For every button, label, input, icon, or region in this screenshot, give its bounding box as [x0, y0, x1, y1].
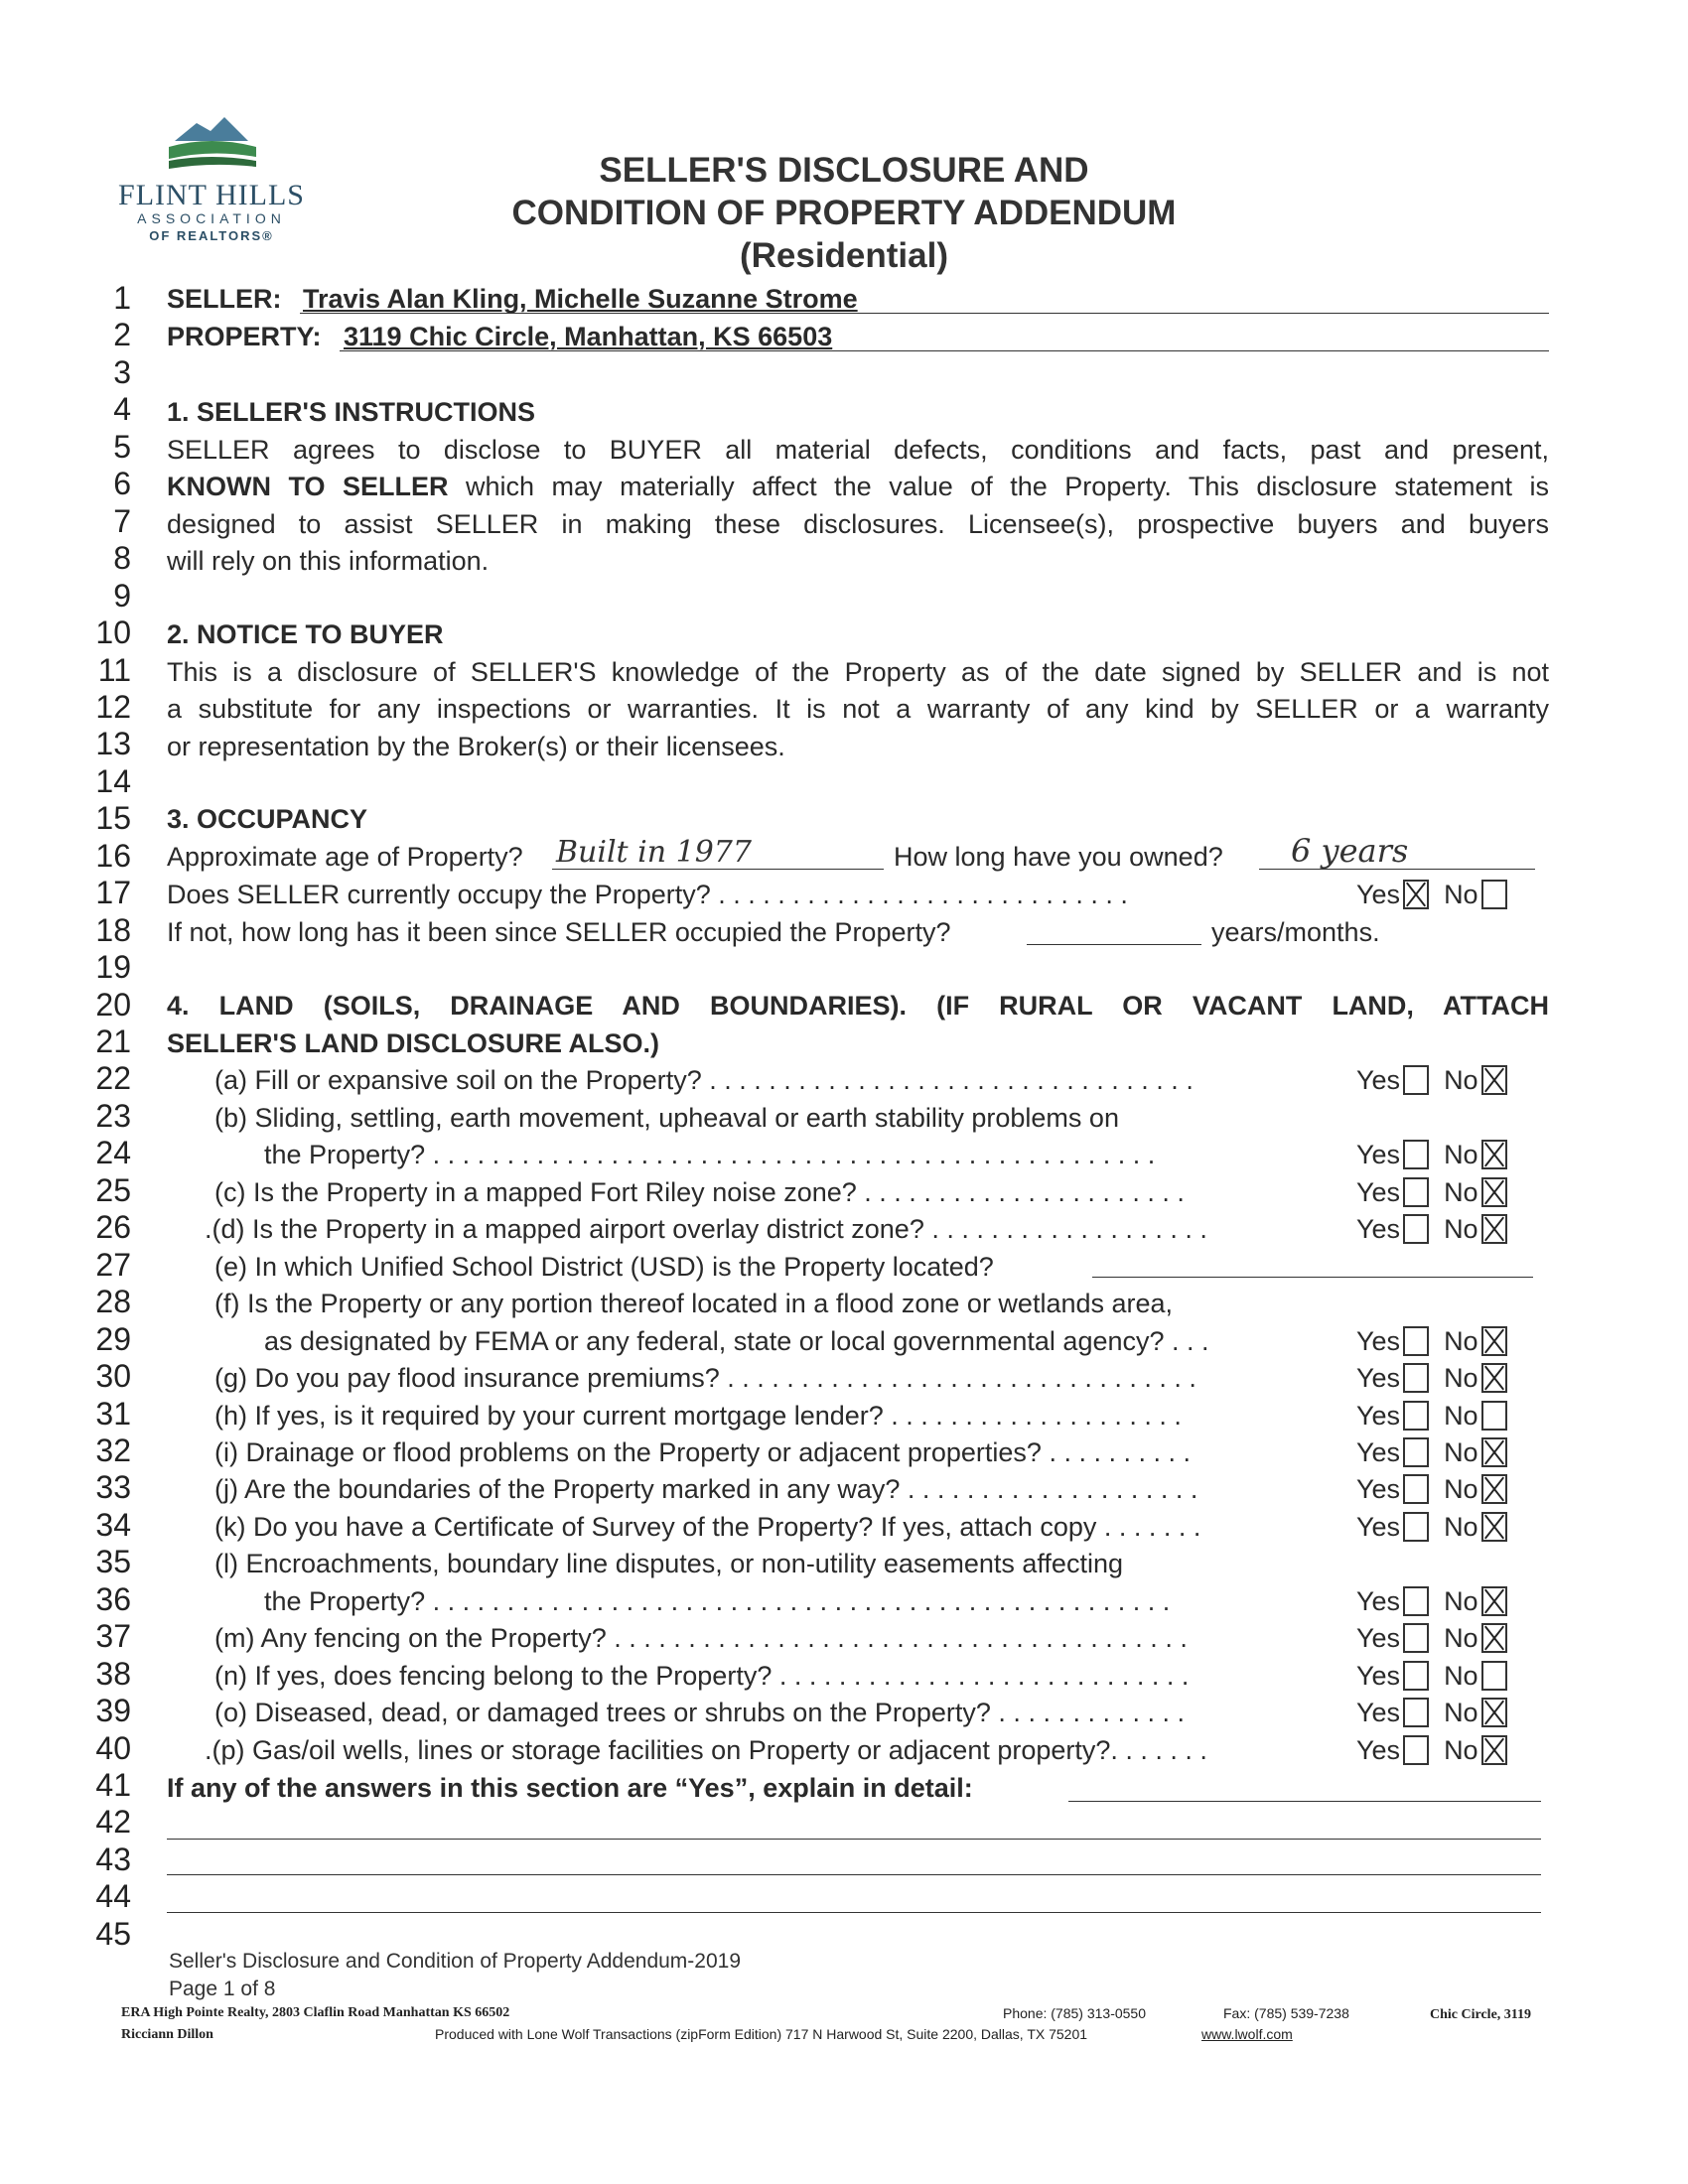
no-label: No	[1444, 1623, 1478, 1654]
line-number: 42	[95, 1804, 131, 1841]
yes-label: Yes	[1356, 1734, 1401, 1765]
no-label: No	[1444, 1176, 1478, 1207]
line-number: 14	[95, 762, 131, 799]
question-p: .(p) Gas/oil wells, lines or storage facilities on Property or adjacent property?. . . . . . .	[205, 1734, 1207, 1765]
section-1-line-6	[167, 468, 1549, 505]
line-number: 43	[95, 1841, 131, 1877]
line-number: 38	[95, 1655, 131, 1692]
yes-label: Yes	[1356, 1511, 1401, 1542]
document-title	[397, 149, 1291, 277]
section-3-heading: 3. OCCUPANCY	[167, 804, 368, 834]
line-number: 21	[95, 1024, 131, 1059]
answer-f2	[1356, 1322, 1507, 1360]
no-label: No	[1444, 1140, 1478, 1170]
yes-label: Yes	[1356, 1698, 1401, 1728]
line-number: 36	[95, 1580, 131, 1617]
line-number: 17	[95, 875, 131, 911]
line-number: 11	[97, 651, 131, 688]
no-label: No	[1444, 1400, 1478, 1431]
question-b1: (b) Sliding, settling, earth movement, upheaval or earth stability problems on	[214, 1102, 1119, 1133]
yes-checkbox-b2[interactable]	[1403, 1140, 1429, 1169]
no-label: No	[1444, 1363, 1478, 1394]
question-a: (a) Fill or expansive soil on the Property? . . . . . . . . . . . . . . . . . . . . . . . . . . . . . . . . .	[214, 1065, 1194, 1096]
line-number: 18	[95, 911, 131, 948]
question-l2: the Property? . . . . . . . . . . . . . . . . . . . . . . . . . . . . . . . . . . . . . . . . . . . . . . . . . .	[264, 1585, 1171, 1616]
yes-label: Yes	[1356, 1065, 1401, 1096]
line-number: 4	[113, 391, 131, 428]
question-f2: as designated by FEMA or any federal, state or local governmental agency? . . .	[264, 1325, 1209, 1356]
yes-checkbox-m[interactable]	[1403, 1623, 1429, 1653]
line-number: 33	[95, 1469, 131, 1506]
section-1-line-8: will rely on this information.	[167, 546, 490, 576]
occupy-answer	[1356, 876, 1507, 913]
yes-checkbox-o[interactable]	[1403, 1698, 1429, 1727]
line-number: 28	[95, 1284, 131, 1320]
answer-l2	[1356, 1582, 1507, 1620]
section-2-heading: 2. NOTICE TO BUYER	[167, 619, 444, 649]
mountain-logo-icon	[107, 107, 316, 177]
no-checkbox-k[interactable]	[1481, 1512, 1507, 1542]
section-4-heading-2: SELLER'S LAND DISCLOSURE ALSO.)	[167, 1028, 659, 1058]
explain-label: If any of the answers in this section are “Yes”, explain in detail:	[167, 1773, 973, 1803]
agent-name: Ricciann Dillon	[121, 2027, 213, 2042]
no-label: No	[1444, 1698, 1478, 1728]
no-checkbox-p[interactable]	[1481, 1735, 1507, 1765]
line-number: 40	[95, 1729, 131, 1766]
title-line-2: CONDITION OF PROPERTY ADDENDUM	[511, 194, 1177, 232]
question-h: (h) If yes, is it required by your current mortgage lender? . . . . . . . . . . . . . . . . . . . .	[214, 1400, 1182, 1431]
yes-label: Yes	[1356, 1623, 1401, 1654]
yes-checkbox-g[interactable]	[1403, 1363, 1429, 1393]
section-1-heading: 1. SELLER'S INSTRUCTIONS	[167, 397, 535, 427]
fax: Fax: (785) 539-7238	[1223, 2005, 1349, 2021]
line-number: 19	[95, 949, 131, 986]
question-b2: the Property? . . . . . . . . . . . . . . . . . . . . . . . . . . . . . . . . . . . . . . . . . . . . . . . . .	[264, 1140, 1156, 1170]
line-number: 25	[95, 1171, 131, 1208]
line-number: 26	[95, 1209, 131, 1246]
yes-checkbox-h[interactable]	[1403, 1401, 1429, 1431]
section-1-line-5: SELLER agrees to disclose to BUYER all material defects, conditions and facts, past and present,	[167, 435, 1549, 465]
yes-label: Yes	[1356, 1140, 1401, 1170]
lwolf-link[interactable]: www.lwolf.com	[1201, 2026, 1293, 2042]
question-f1: (f) Is the Property or any portion thereof located in a flood zone or wetlands area,	[214, 1289, 1174, 1319]
question-m: (m) Any fencing on the Property? . . . . . . . . . . . . . . . . . . . . . . . . . . . . . . . . . . . . . . .	[214, 1623, 1188, 1654]
line-number: 37	[95, 1618, 131, 1655]
no-label: No	[1444, 1214, 1478, 1245]
yes-checkbox-i[interactable]	[1403, 1437, 1429, 1467]
seller-label: SELLER:	[167, 284, 282, 314]
line-number: 15	[95, 800, 131, 837]
occupied-since-field[interactable]	[1027, 914, 1201, 945]
answer-j	[1356, 1470, 1507, 1508]
yes-checkbox-n[interactable]	[1403, 1661, 1429, 1691]
occupy-question: Does SELLER currently occupy the Property? . . . . . . . . . . . . . . . . . . . . . . . . . . . .	[167, 880, 1128, 909]
line-number: 41	[95, 1767, 131, 1803]
line-number: 6	[113, 466, 131, 502]
occupy-no-checkbox[interactable]	[1481, 880, 1507, 909]
usd-field[interactable]	[1092, 1247, 1533, 1278]
explain-field[interactable]	[1068, 1771, 1541, 1802]
answer-p	[1356, 1731, 1507, 1769]
section-1-line-6-rest: which may materially affect the value of the Property. This disclosure statement is	[448, 472, 1549, 501]
known-to-seller: KNOWN TO SELLER	[167, 472, 449, 501]
question-o: (o) Diseased, dead, or damaged trees or shrubs on the Property? . . . . . . . . . . . . .	[214, 1698, 1185, 1728]
answer-k	[1356, 1508, 1507, 1546]
no-label: No	[1444, 1436, 1478, 1467]
line-number: 3	[113, 353, 131, 390]
yes-checkbox-f2[interactable]	[1403, 1326, 1429, 1356]
section-1-line-7: designed to assist SELLER in making these disclosures. Licensee(s), prospective buyers and buyers	[167, 509, 1549, 539]
question-g: (g) Do you pay flood insurance premiums? . . . . . . . . . . . . . . . . . . . . . . . . . . . . . . . .	[214, 1363, 1196, 1394]
answer-b2	[1356, 1136, 1507, 1173]
no-checkbox-a[interactable]	[1481, 1065, 1507, 1095]
yes-label: Yes	[1356, 1660, 1401, 1691]
occupied-since-question: If not, how long has it been since SELLER occupied the Property?	[167, 917, 951, 947]
question-e: (e) In which Unified School District (USD) is the Property located?	[214, 1251, 994, 1282]
logo-subtitle: ASSOCIATION	[137, 210, 286, 226]
yes-label: Yes	[1356, 1325, 1401, 1356]
line-number: 16	[95, 837, 131, 874]
no-label: No	[1444, 1734, 1478, 1765]
occupied-since-suffix: years/months.	[1211, 917, 1380, 947]
line-number: 23	[95, 1097, 131, 1134]
line-number: 44	[95, 1878, 131, 1915]
broker-info: ERA High Pointe Realty, 2803 Claflin Road Manhattan KS 66502	[121, 2005, 510, 2020]
no-checkbox-c[interactable]	[1481, 1177, 1507, 1207]
produced-with: Produced with Lone Wolf Transactions (zipForm Edition) 717 N Harwood St, Suite 2200, Dallas, TX 75201	[435, 2026, 1088, 2042]
question-l1: (l) Encroachments, boundary line disputes, or non-utility easements affecting	[214, 1549, 1123, 1579]
yes-label: Yes	[1356, 1436, 1401, 1467]
form-name: Seller's Disclosure and Condition of Property Addendum-2019	[169, 1950, 742, 1973]
line-number: 30	[95, 1358, 131, 1395]
answer-m	[1356, 1619, 1507, 1657]
property-value: 3119 Chic Circle, Manhattan, KS 66503	[344, 322, 833, 351]
question-n: (n) If yes, does fencing belong to the Property? . . . . . . . . . . . . . . . . . . . . . . . . . . . .	[214, 1660, 1190, 1691]
line-number: 45	[95, 1915, 131, 1952]
no-checkbox-h[interactable]	[1481, 1401, 1507, 1431]
line-number: 22	[95, 1060, 131, 1097]
flint-hills-logo	[107, 107, 316, 256]
line-number: 32	[95, 1432, 131, 1468]
section-4-heading: 4. LAND (SOILS, DRAINAGE AND BOUNDARIES). (IF RURAL OR VACANT LAND, ATTACH	[167, 991, 1549, 1021]
no-checkbox-j[interactable]	[1481, 1474, 1507, 1504]
section-2-line-11: This is a disclosure of SELLER'S knowledge of the Property as of the date signed by SELLER and is not	[167, 657, 1549, 687]
no-label: No	[1444, 880, 1478, 909]
answer-a	[1356, 1061, 1507, 1099]
logo-name: FLINT HILLS	[118, 179, 305, 211]
question-i: (i) Drainage or flood problems on the Property or adjacent properties? . . . . . . . . . .	[214, 1436, 1191, 1467]
yes-checkbox-d[interactable]	[1403, 1214, 1429, 1244]
yes-label: Yes	[1356, 1363, 1401, 1394]
yes-label: Yes	[1356, 1474, 1401, 1505]
answer-o	[1356, 1694, 1507, 1731]
page-number: Page 1 of 8	[169, 1978, 276, 2000]
explain-line-44[interactable]	[167, 1882, 1541, 1913]
no-checkbox-g[interactable]	[1481, 1363, 1507, 1393]
no-checkbox-m[interactable]	[1481, 1623, 1507, 1653]
explain-line-42[interactable]	[167, 1809, 1541, 1840]
yes-checkbox-c[interactable]	[1403, 1177, 1429, 1207]
line-number: 29	[95, 1320, 131, 1357]
logo-subtitle-2: OF REALTORS®	[149, 228, 274, 243]
owned-value: 6 years	[1291, 832, 1409, 870]
title-line-1: SELLER'S DISCLOSURE AND	[599, 151, 1089, 190]
answer-c	[1356, 1173, 1507, 1211]
answer-d	[1356, 1210, 1507, 1248]
property-label: PROPERTY:	[167, 322, 322, 351]
no-checkbox-b2[interactable]	[1481, 1140, 1507, 1169]
no-checkbox-n[interactable]	[1481, 1661, 1507, 1691]
age-value: Built in 1977	[556, 835, 752, 870]
owned-label: How long have you owned?	[894, 842, 1223, 872]
yes-checkbox-a[interactable]	[1403, 1065, 1429, 1095]
no-label: No	[1444, 1585, 1478, 1616]
no-checkbox-i[interactable]	[1481, 1437, 1507, 1467]
no-label: No	[1444, 1325, 1478, 1356]
no-label: No	[1444, 1511, 1478, 1542]
file-name: Chic Circle, 3119	[1430, 2007, 1532, 2022]
no-label: No	[1444, 1660, 1478, 1691]
answer-h	[1356, 1397, 1507, 1434]
yes-checkbox-j[interactable]	[1403, 1474, 1429, 1504]
line-number: 5	[113, 428, 131, 465]
line-number: 7	[113, 502, 131, 539]
line-number: 39	[95, 1693, 131, 1729]
line-number: 13	[95, 726, 131, 762]
line-number: 8	[113, 540, 131, 577]
line-number: 10	[95, 614, 131, 651]
question-k: (k) Do you have a Certificate of Survey of the Property? If yes, attach copy . . . . . . .	[214, 1511, 1201, 1542]
line-number: 31	[95, 1395, 131, 1432]
line-number: 35	[95, 1544, 131, 1580]
question-d: .(d) Is the Property in a mapped airport overlay district zone? . . . . . . . . . . . . . . . . . . .	[205, 1214, 1207, 1245]
seller-value: Travis Alan Kling, Michelle Suzanne Strome	[303, 284, 858, 314]
question-j: (j) Are the boundaries of the Property marked in any way? . . . . . . . . . . . . . . . . . . . .	[214, 1474, 1198, 1505]
yes-checkbox-k[interactable]	[1403, 1512, 1429, 1542]
answer-i	[1356, 1433, 1507, 1471]
line-number: 1	[113, 280, 131, 316]
section-2-line-13: or representation by the Broker(s) or their licensees.	[167, 732, 785, 761]
no-checkbox-l2[interactable]	[1481, 1586, 1507, 1616]
yes-label: Yes	[1356, 1585, 1401, 1616]
line-number: 9	[113, 577, 131, 614]
yes-label: Yes	[1356, 1214, 1401, 1245]
explain-line-43[interactable]	[167, 1844, 1541, 1875]
no-label: No	[1444, 1474, 1478, 1505]
line-number: 24	[95, 1135, 131, 1171]
line-number: 2	[113, 317, 131, 353]
phone: Phone: (785) 313-0550	[1003, 2005, 1146, 2021]
line-number: 34	[95, 1506, 131, 1543]
yes-label: Yes	[1356, 1400, 1401, 1431]
no-checkbox-f2[interactable]	[1481, 1326, 1507, 1356]
no-label: No	[1444, 1065, 1478, 1096]
yes-checkbox-l2[interactable]	[1403, 1586, 1429, 1616]
answer-n	[1356, 1657, 1507, 1695]
no-checkbox-d[interactable]	[1481, 1214, 1507, 1244]
age-label: Approximate age of Property?	[167, 842, 523, 872]
title-line-3: (Residential)	[739, 236, 949, 275]
line-number: 12	[95, 688, 131, 725]
line-number: 27	[95, 1246, 131, 1283]
line-number: 20	[95, 986, 131, 1023]
yes-label: Yes	[1356, 1176, 1401, 1207]
question-c: (c) Is the Property in a mapped Fort Riley noise zone? . . . . . . . . . . . . . . . . . . . . . .	[214, 1176, 1185, 1207]
no-checkbox-o[interactable]	[1481, 1698, 1507, 1727]
answer-g	[1356, 1359, 1507, 1397]
occupy-yes-checkbox[interactable]	[1403, 880, 1429, 909]
section-2-line-12: a substitute for any inspections or warranties. It is not a warranty of any kind by SELLER or a warranty	[167, 694, 1549, 724]
yes-checkbox-p[interactable]	[1403, 1735, 1429, 1765]
yes-label: Yes	[1356, 880, 1401, 909]
